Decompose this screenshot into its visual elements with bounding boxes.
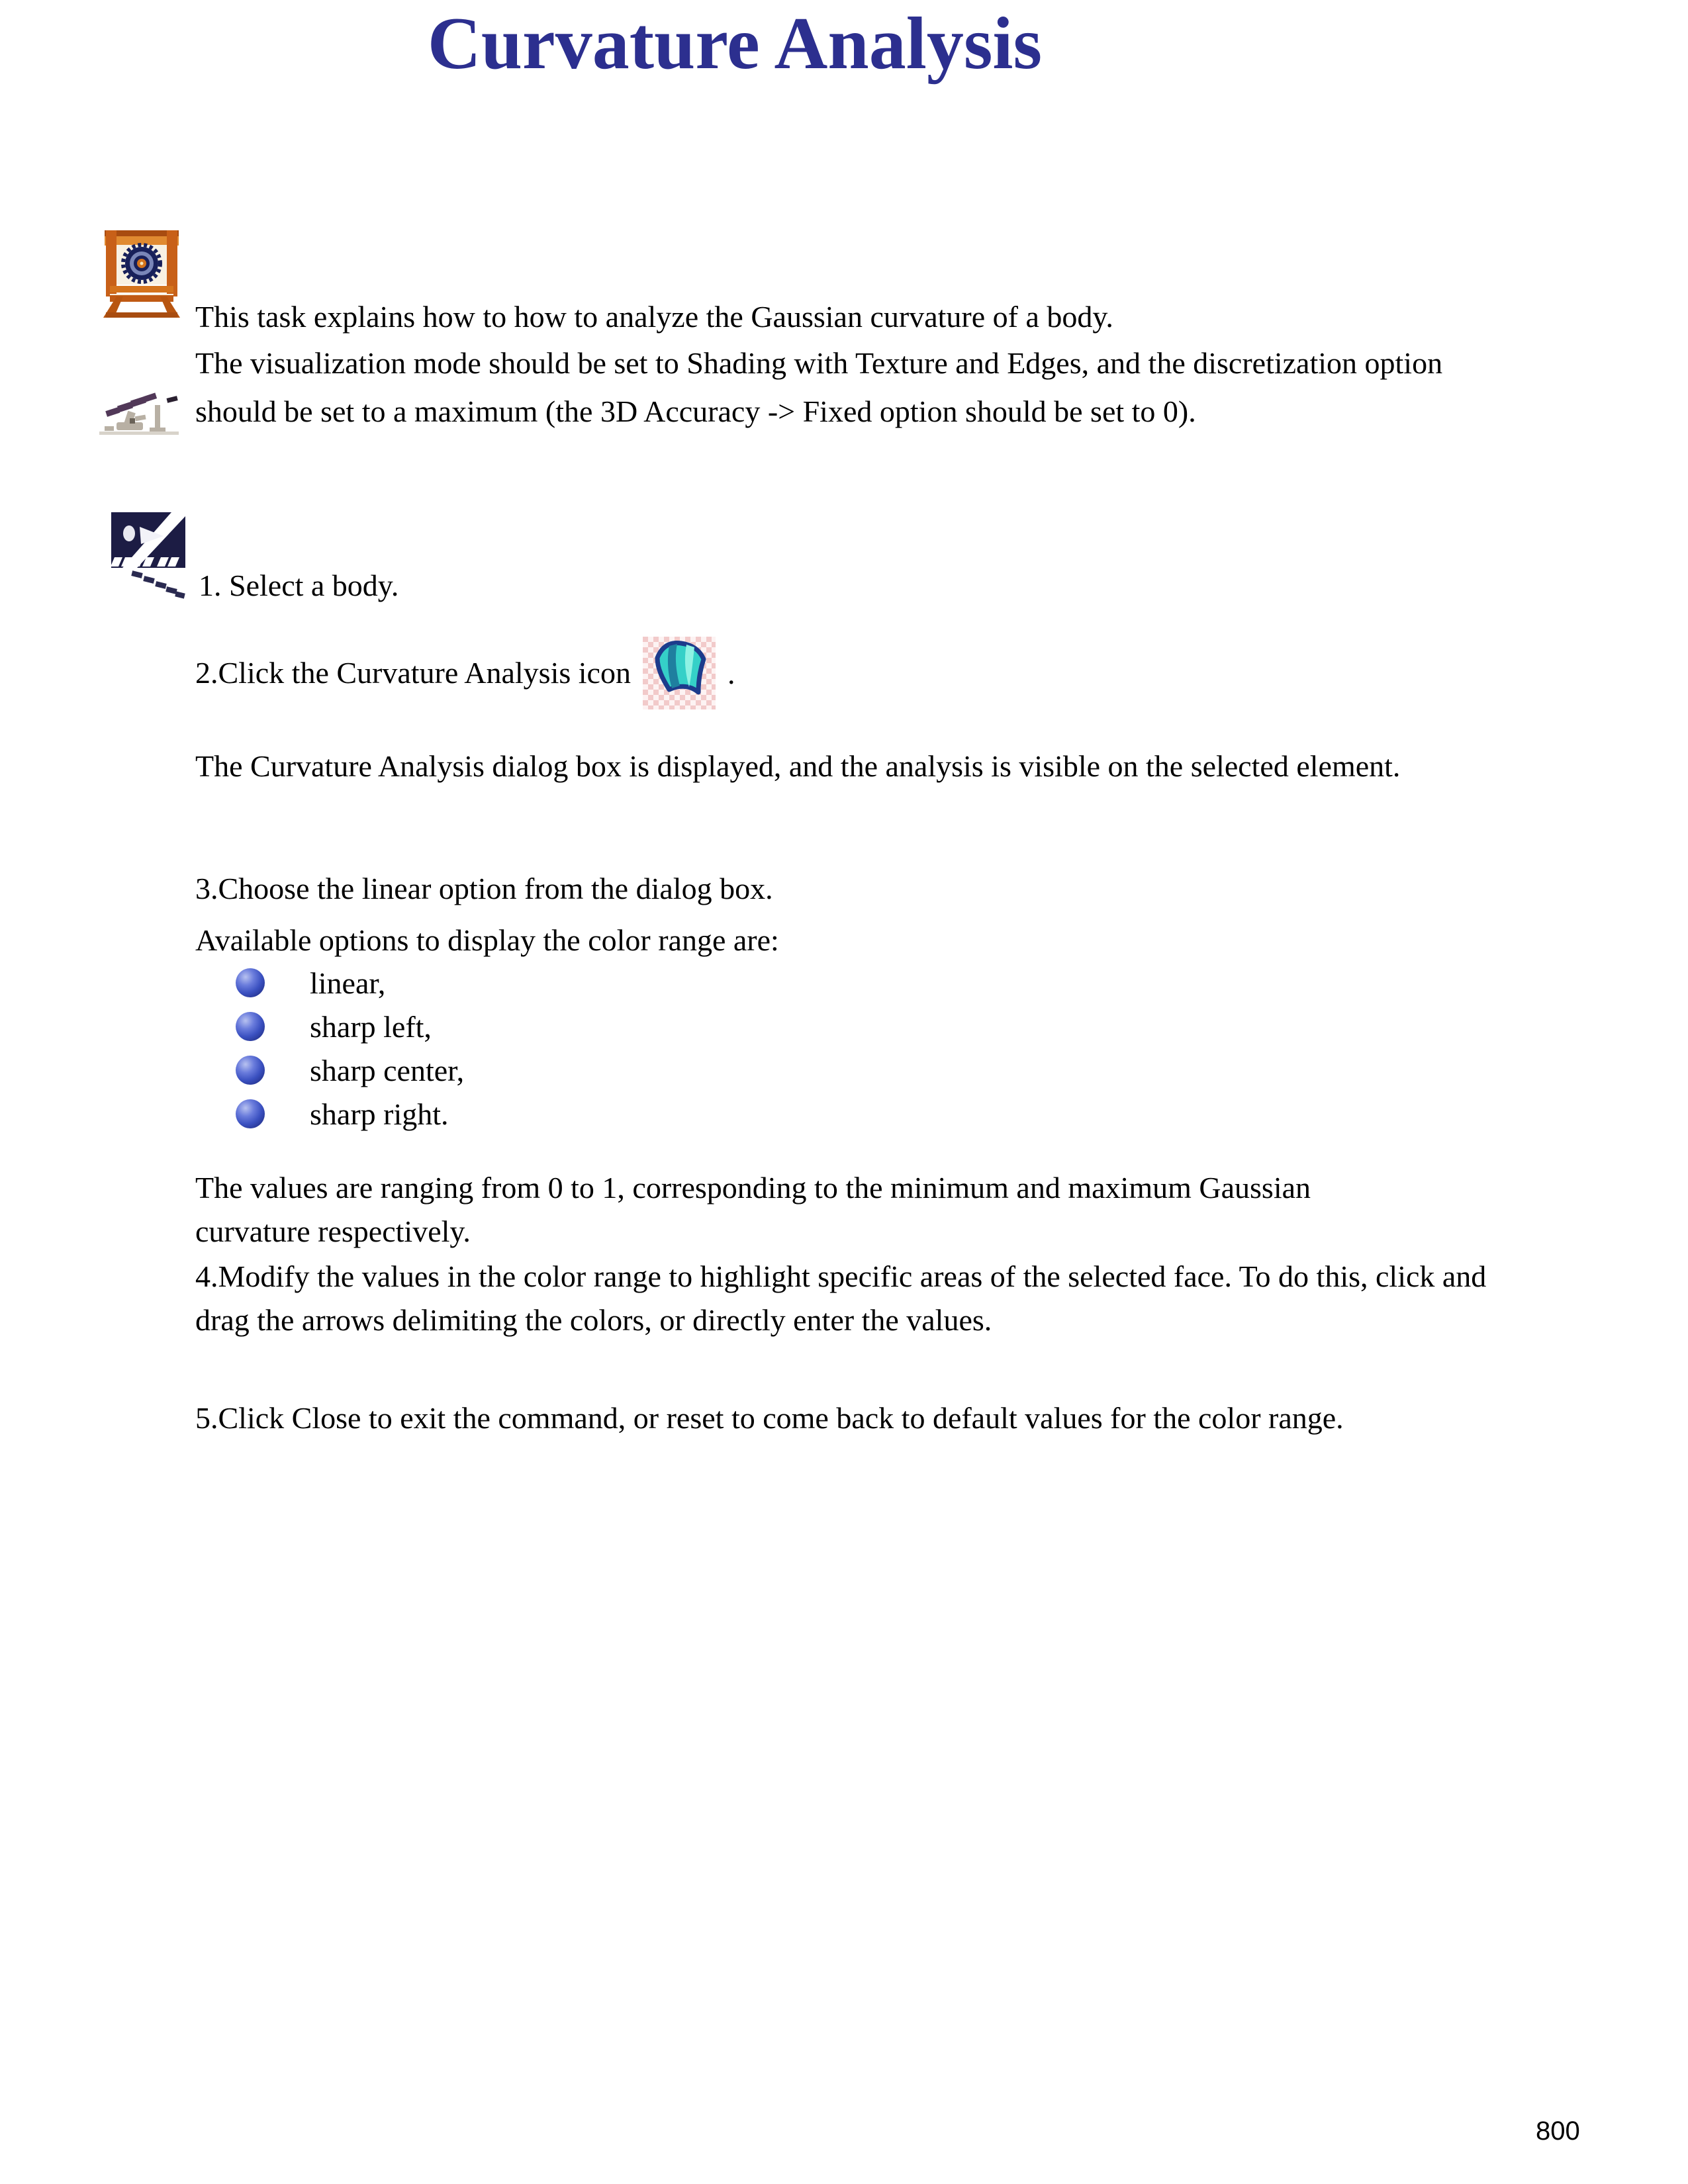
step-4-text: 4.Modify the values in the color range to highlight specific areas of the selected face. To do this, click and drag the arrows delimiting the colors, or directly enter the values. (195, 1259, 1487, 1337)
step-2-period: . (727, 656, 735, 690)
visualization-note-text: The visualization mode should be set to Shading with Texture and Edges, and the discretization option should be set to a maximum (the 3D Accuracy -> Fixed option should be set to 0). (195, 346, 1443, 428)
page-number: 800 (1536, 2116, 1580, 2146)
visualization-scene-icon (97, 368, 183, 446)
list-item (236, 961, 1030, 1005)
curvature-analysis-icon (643, 637, 716, 709)
step-2-row (195, 633, 1188, 713)
blue-sphere-bullet-icon (236, 1012, 265, 1041)
list-item (236, 1092, 1030, 1136)
option-label: sharp center, (310, 1053, 465, 1087)
step-1-text: 1. Select a body. (199, 569, 399, 602)
option-label: linear, (310, 966, 386, 1000)
values-note-text: The values are ranging from 0 to 1, corresponding to the minimum and maximum Gaussian curvature respectively. (195, 1171, 1311, 1248)
option-label: sharp left, (310, 1009, 432, 1044)
intro-task-text: This task explains how to how to analyze the Gaussian curvature of a body. (195, 300, 1113, 334)
option-label: sharp right. (310, 1097, 449, 1131)
blue-sphere-bullet-icon (236, 968, 265, 997)
step-2-result-text: The Curvature Analysis dialog box is displayed, and the analysis is visible on the selected element. (195, 749, 1401, 783)
step-5-text: 5.Click Close to exit the command, or reset to come back to default values for the color range. (195, 1401, 1344, 1435)
page-title: Curvature Analysis (427, 3, 1043, 85)
task-target-icon (101, 230, 183, 320)
color-range-options-list (236, 961, 1030, 1136)
blue-sphere-bullet-icon (236, 1099, 265, 1128)
scenario-film-icon (103, 506, 191, 600)
step-3-text: 3.Choose the linear option from the dialog box. (195, 872, 773, 905)
list-item (236, 1048, 1030, 1092)
options-intro-text: Available options to display the color range are: (195, 923, 779, 957)
list-item (236, 1005, 1030, 1048)
step-2-text: 2.Click the Curvature Analysis icon (195, 656, 631, 690)
blue-sphere-bullet-icon (236, 1056, 265, 1085)
